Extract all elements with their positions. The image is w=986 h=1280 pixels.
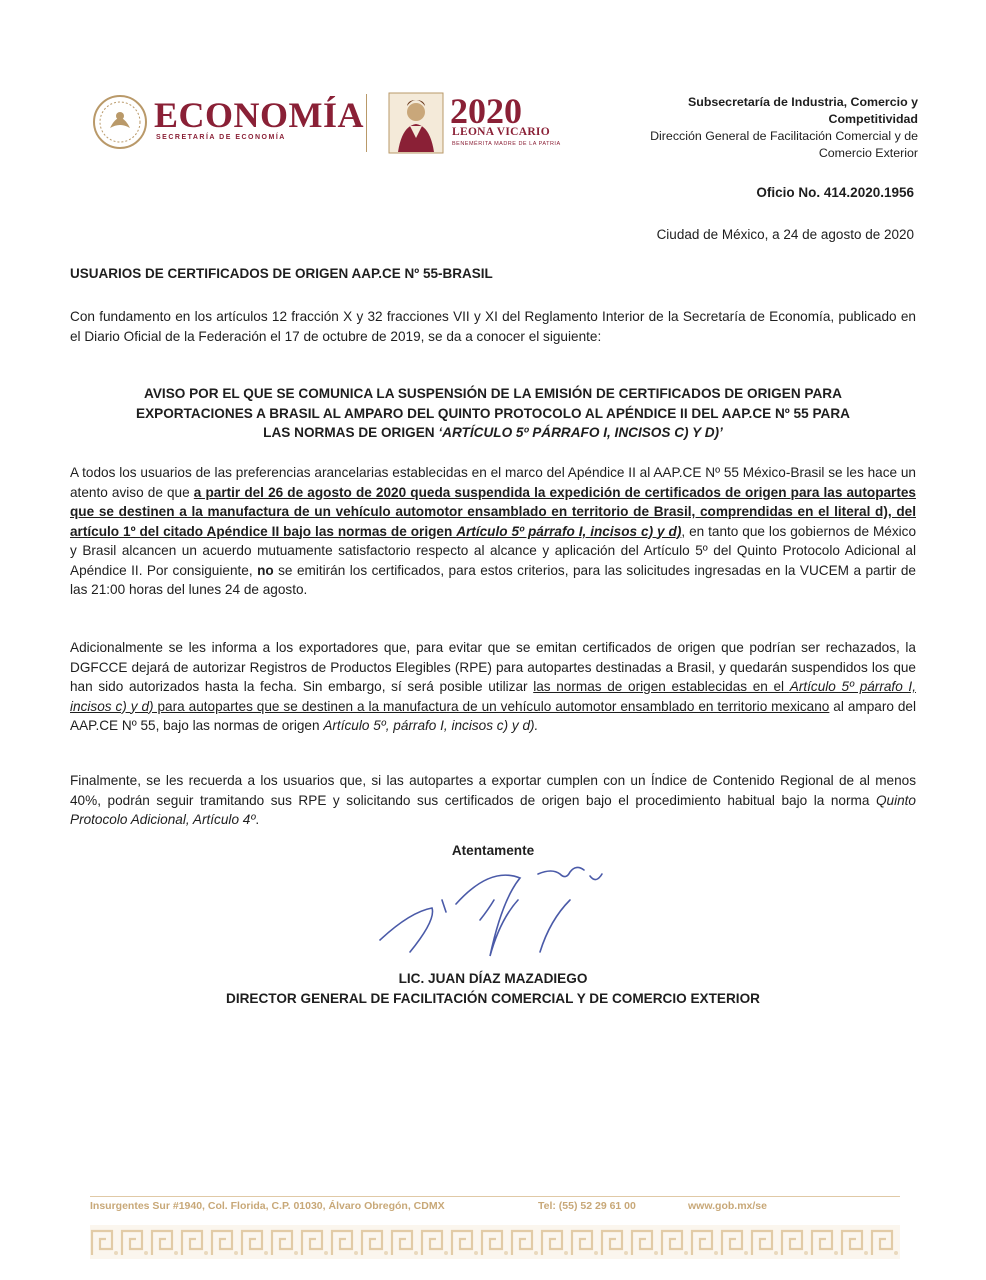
text-run-bold: no: [257, 562, 274, 578]
direccion-name: Dirección General de Facilitación Comercial y de Comercio Exterior: [650, 129, 918, 160]
footer-address: Insurgentes Sur #1940, Col. Florida, C.P. 01030, Álvaro Obregón, CDMX: [90, 1200, 445, 1212]
text-run-underlined: las normas de origen establecidas en el: [533, 679, 790, 694]
text-run: se emitirán los certificados, para estos criterios, para las solicitudes ingresadas en la VUCEM a partir de las 21:00 horas del lunes 24 de agosto.: [70, 562, 916, 597]
text-run: al amparo del AAP.CE Nº 55, bajo las normas de origen: [70, 698, 916, 733]
text-run: , en tanto que los gobiernos de México y Brasil alcancen un acuerdo mutuamente satisfactorio respecto al alcance y aplicación del Artículo 5º del Quinto Protocolo Adicional al Apéndice II. Por consiguiente,: [70, 523, 916, 578]
notice-title: [70, 384, 916, 443]
paragraph-regional-content: [70, 771, 916, 830]
mexico-seal-icon: [92, 94, 148, 150]
text-run-underlined-italic: Artículo 5º párrafo I, incisos c) y d): [70, 679, 916, 714]
year-2020-logo: 2020: [450, 91, 522, 131]
text-run: Finalmente, se les recuerda a los usuarios que, si las autopartes a exportar cumplen con un Índice de Contenido Regional de al menos 40%, podrán seguir tramitando sus RPE y solicitando sus certificados de origen bajo el procedimiento habitual bajo la norma: [70, 773, 916, 808]
document-date: Ciudad de México, a 24 de agosto de 2020: [656, 227, 914, 242]
recipient-heading: USUARIOS DE CERTIFICADOS DE ORIGEN AAP.CE Nº 55-BRASIL: [70, 266, 493, 281]
notice-title-article: ‘ARTÍCULO 5º PÁRRAFO I, INCISOS C) Y D)’: [438, 425, 723, 440]
paragraph-suspension: [70, 463, 916, 600]
text-run-bold-underlined: a partir del 26 de agosto de 2020 queda suspendida la expedición de certificados de origen para las autopartes que se destinen a la manufactura de un vehículo automotor ensamblado en territorio de Brasil, comprendidas en el literal d), del artículo 1º del citado Apéndice II bajo las normas de origen: [70, 484, 916, 539]
notice-title-line: AVISO POR EL QUE SE COMUNICA LA SUSPENSIÓN DE LA EMISIÓN DE CERTIFICADOS DE ORIGEN PARA: [144, 386, 842, 401]
text-run-bold-italic: Artículo 5º párrafo I, incisos c) y d): [456, 523, 682, 539]
paragraph-rpe: [70, 638, 916, 736]
economia-logo-text: ECONOMÍA: [154, 95, 364, 135]
text-run-italic: Artículo 5º, párrafo I, incisos c) y d).: [323, 718, 539, 733]
leona-vicario-portrait-icon: [388, 92, 444, 154]
text-run: .: [255, 812, 260, 827]
oficio-number: Oficio No. 414.2020.1956: [756, 185, 914, 200]
header-dependencia: [598, 94, 918, 162]
text-run-italic: Quinto Protocolo Adicional, Artículo 4º: [70, 792, 916, 827]
text-run: A todos los usuarios de las preferencias arancelarias establecidas en el marco del Apéndice II al AAP.CE Nº 55 México-Brasil se les hace un atento aviso de que: [70, 465, 916, 500]
handwritten-signature: [370, 860, 620, 970]
leona-vicario-label: LEONA VICARIO: [452, 126, 550, 138]
paragraph-legal-basis: Con fundamento en los artículos 12 fracción X y 32 fracciones VII y XI del Reglamento Interior de la Secretaría de Economía, publicado en el Diario Oficial de la Federación el 17 de octubre de 2019, se da a conocer el siguiente:: [70, 309, 916, 344]
leona-vicario-tagline: BENEMÉRITA MADRE DE LA PATRIA: [452, 141, 561, 147]
notice-title-line: EXPORTACIONES A BRASIL AL AMPARO DEL QUINTO PROTOCOLO AL APÉNDICE II DEL AAP.CE Nº 55 PARA: [136, 405, 850, 421]
signatory-title: DIRECTOR GENERAL DE FACILITACIÓN COMERCIAL Y DE COMERCIO EXTERIOR: [226, 991, 760, 1006]
text-run-underlined: para autopartes que se destinen a la manufactura de un vehículo automotor ensamblado en territorio mexicano: [153, 698, 830, 714]
notice-title-text: LAS NORMAS DE ORIGEN: [263, 425, 439, 440]
subsecretaria-name: Subsecretaría de Industria, Comercio y Competitividad: [688, 95, 918, 126]
decorative-footer-band: [90, 1225, 900, 1259]
footer-website: www.gob.mx/se: [688, 1200, 767, 1212]
logo-divider: [366, 94, 367, 152]
notice-title-line: [70, 423, 916, 443]
signatory-name: LIC. JUAN DÍAZ MAZADIEGO: [398, 971, 588, 986]
text-run: Adicionalmente se les informa a los exportadores que, para evitar que se emitan certificados de origen que podrían ser rechazados, la DGFCCE dejará de autorizar Registros de Productos Elegibles (RPE) para autopartes destinadas a Brasil, y quedarán suspendidos los que han sido autorizados hasta la fecha. Sin embargo, sí será posible utilizar: [70, 640, 916, 694]
economia-logo-subtitle: SECRETARÍA DE ECONOMÍA: [156, 134, 286, 141]
footer-divider: [90, 1196, 900, 1197]
footer-phone: Tel: (55) 52 29 61 00: [538, 1200, 636, 1212]
closing-salutation: Atentamente: [451, 843, 535, 858]
signatory-block: [70, 969, 916, 1009]
